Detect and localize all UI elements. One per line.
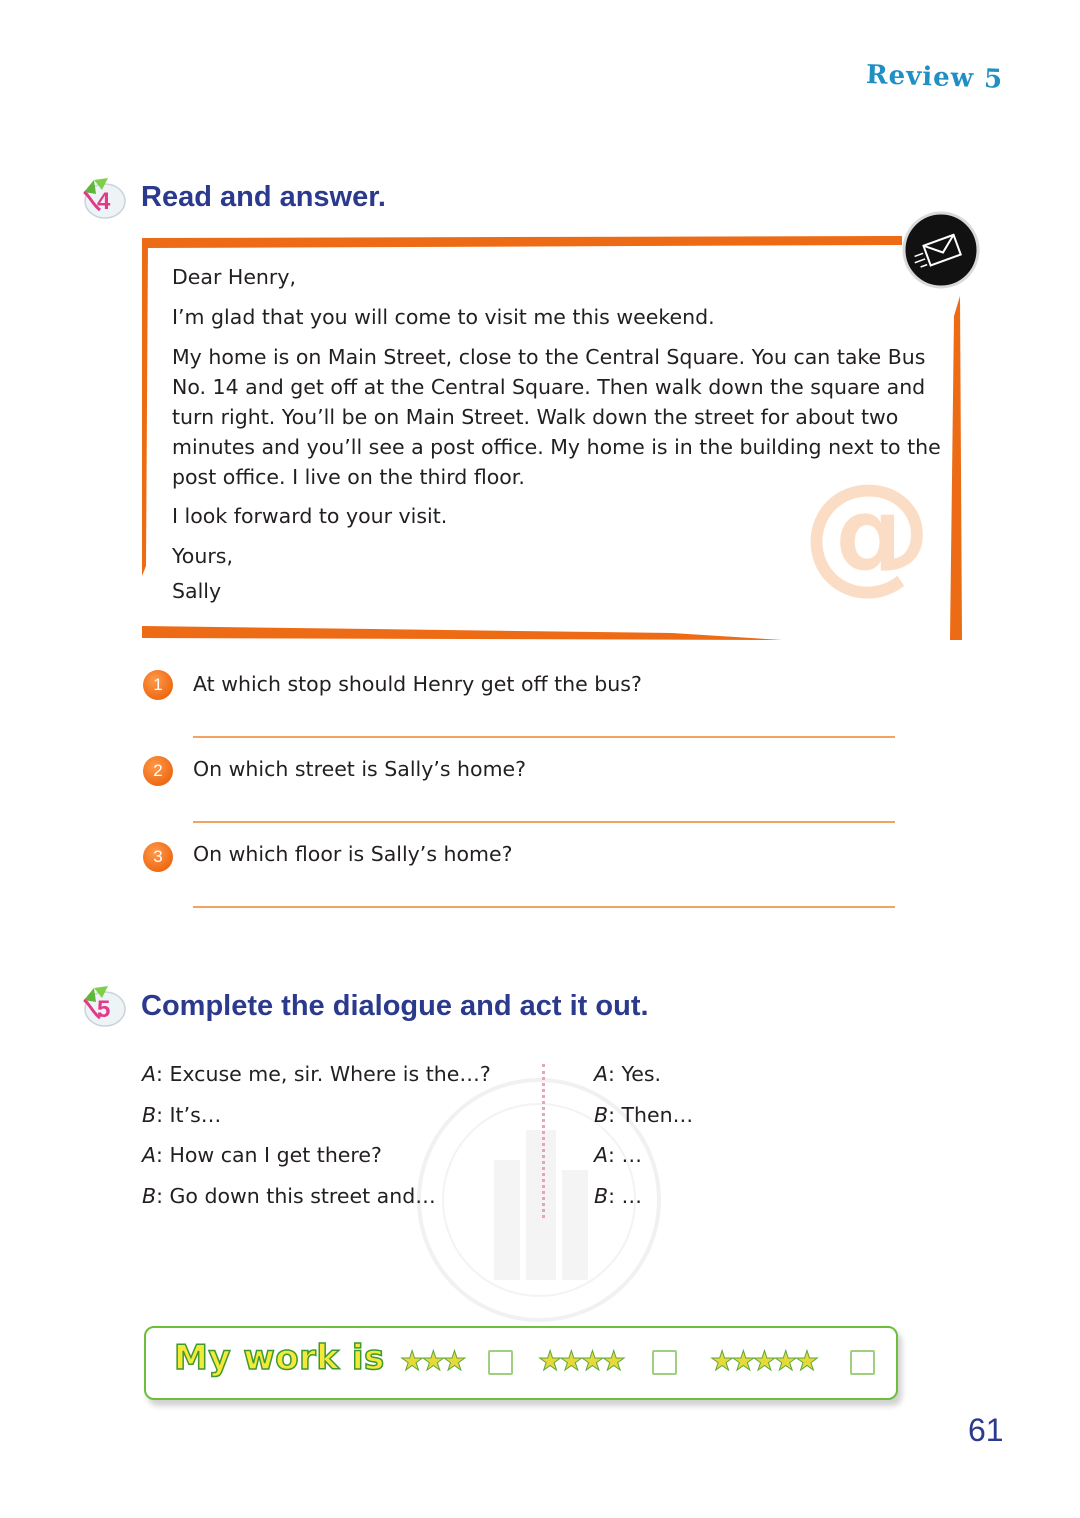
rating-four-checkbox[interactable] [652, 1350, 677, 1375]
letter-signature: Sally [172, 579, 222, 603]
dialogue-right-line-4: B: … [594, 1184, 643, 1208]
section-5-number: 5 [97, 996, 111, 1023]
section-5-badge-icon [80, 984, 128, 1028]
letter-paragraph-line: My home is on Main Street, close to the Central Square. You can take Bus [172, 345, 926, 369]
question-number-3: 3 [143, 842, 173, 872]
question-3-text: On which floor is Sally’s home? [193, 842, 513, 866]
letter-paragraph-line: No. 14 and get off at the Central Square. Then walk down the square and [172, 375, 926, 399]
at-sign-watermark-icon: @ [802, 455, 932, 607]
self-evaluation-label: My work is [174, 1338, 385, 1378]
section-5-title: Complete the dialogue and act it out. [141, 990, 649, 1022]
envelope-icon [902, 211, 980, 289]
rating-five-stars-icon: ★★★★★ [710, 1346, 817, 1377]
dialogue-left-line-1: A: Excuse me, sir. Where is the…? [142, 1062, 491, 1086]
section-4-badge-icon [80, 176, 128, 220]
question-2-text: On which street is Sally’s home? [193, 757, 527, 781]
dialogue-right-line-1: A: Yes. [594, 1062, 662, 1086]
dialogue-divider [542, 1064, 548, 1218]
dialogue-right-line-3: A: … [594, 1143, 642, 1167]
answer-line-2[interactable] [193, 821, 895, 823]
rating-five-checkbox[interactable] [850, 1350, 875, 1375]
answer-line-3[interactable] [193, 906, 895, 908]
letter-line-1: I’m glad that you will come to visit me this weekend. [172, 305, 715, 329]
letter-closing-line: I look forward to your visit. [172, 504, 448, 528]
rating-four-stars-icon: ★★★★ [538, 1346, 623, 1377]
dialogue-right-line-2: B: Then… [594, 1103, 694, 1127]
answer-line-1[interactable] [193, 736, 895, 738]
letter-greeting: Dear Henry, [172, 265, 297, 289]
question-number-1: 1 [143, 670, 173, 700]
dialogue-left-line-2: B: It’s… [142, 1103, 222, 1127]
review-header: Review 5 [865, 60, 1004, 95]
letter-paragraph-line: turn right. You’ll be on Main Street. Walk down the street for about two [172, 405, 899, 429]
page-number: 61 [968, 1412, 1004, 1448]
letter-signoff: Yours, [172, 544, 233, 568]
dialogue-left-line-3: A: How can I get there? [142, 1143, 382, 1167]
letter-paragraph-line: post office. I live on the third floor. [172, 465, 525, 489]
section-4-title: Read and answer. [141, 181, 386, 213]
rating-three-checkbox[interactable] [488, 1350, 513, 1375]
letter-paragraph [172, 342, 941, 492]
rating-three-stars-icon: ★★★ [400, 1346, 464, 1377]
letter-paragraph-line: minutes and you’ll see a post office. My home is in the building next to the [172, 435, 941, 459]
question-1-text: At which stop should Henry get off the bus? [193, 672, 642, 696]
dialogue-left-line-4: B: Go down this street and… [142, 1184, 436, 1208]
question-number-2: 2 [143, 756, 173, 786]
section-4-number: 4 [97, 188, 111, 215]
